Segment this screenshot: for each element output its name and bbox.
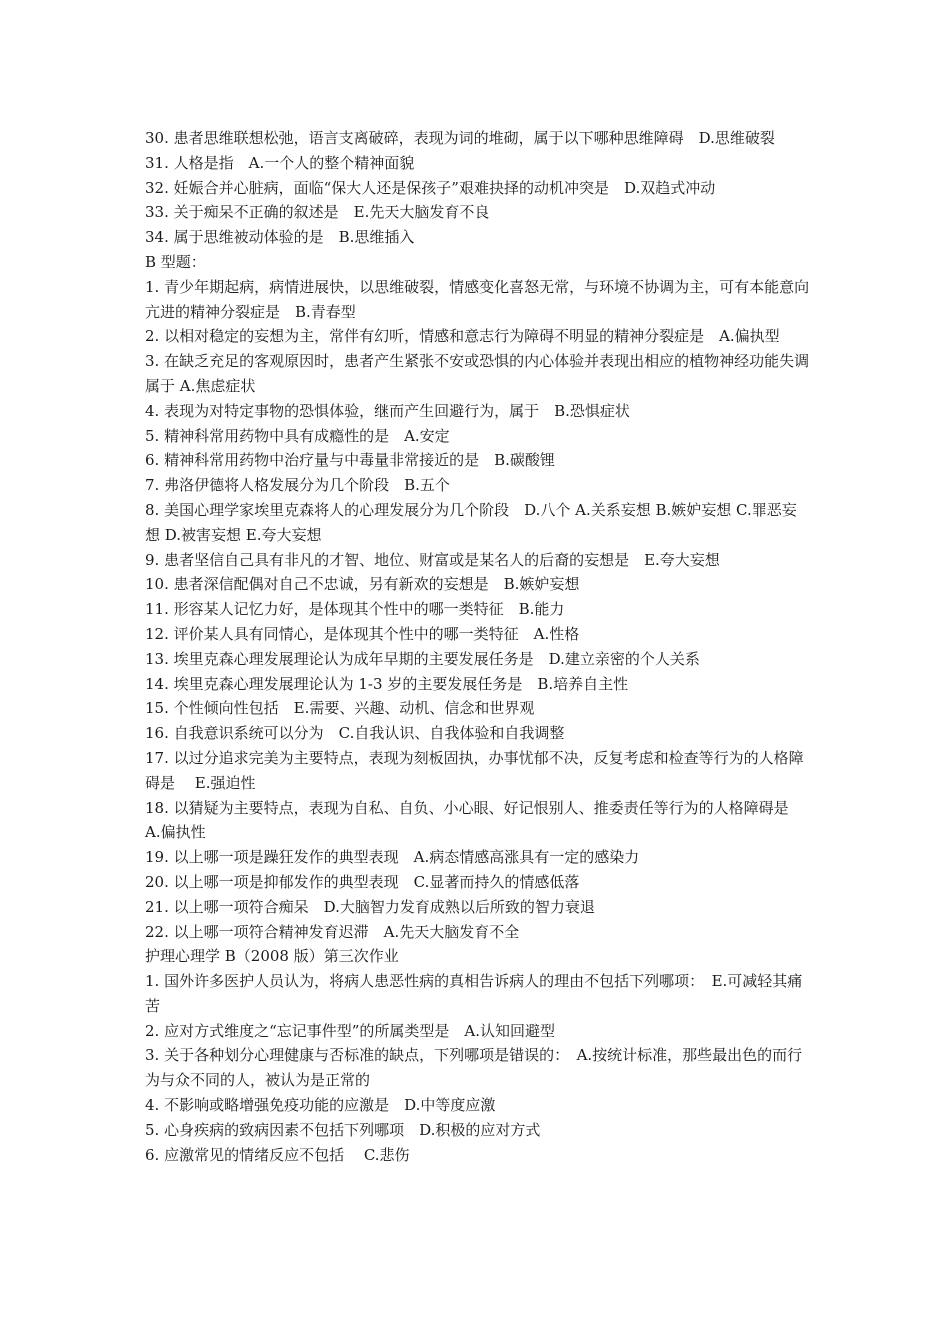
b-question-20: 20. 以上哪一项是抑郁发作的典型表现 C.显著而持久的情感低落 (145, 872, 580, 891)
b-question-1: 1. 青少年期起病，病情进展快，以思维破裂，情感变化喜怒无常，与环境不协调为主，可有本能意向亢进的精神分裂症是 B.青春型 (145, 277, 810, 321)
b-question-21: 21. 以上哪一项符合痴呆 D.大脑智力发育成熟以后所致的智力衰退 (145, 897, 595, 916)
hw3-question-3: 3. 关于各种划分心理健康与否标准的缺点，下列哪项是错误的： A.按统计标准，那些最出色的而行为与众不同的人，被认为是正常的 (145, 1046, 803, 1090)
b-question-14: 14. 埃里克森心理发展理论认为 1-3 岁的主要发展任务是 B.培养自主性 (145, 674, 629, 693)
b-question-19: 19. 以上哪一项是躁狂发作的典型表现 A.病态情感高涨具有一定的感染力 (145, 848, 640, 867)
question-32: 32. 妊娠合并心脏病，面临“保大人还是保孩子”艰难抉择的动机冲突是 D.双趋式冲动 (145, 178, 716, 197)
section-heading-b-type: B 型题： (145, 252, 206, 271)
b-question-12: 12. 评价某人具有同情心，是体现其个性中的哪一类特征 A.性格 (145, 624, 580, 643)
section-heading-third-assignment: 护理心理学 B（2008 版）第三次作业 (145, 947, 399, 966)
b-question-10: 10. 患者深信配偶对自己不忠诚，另有新欢的妄想是 B.嫉妒妄想 (145, 575, 580, 594)
question-31: 31. 人格是指 A.一个人的整个精神面貌 (145, 153, 415, 172)
hw3-question-1: 1. 国外许多医护人员认为，将病人患恶性病的真相告诉病人的理由不包括下列哪项： E.可减轻其痛苦 (145, 972, 803, 1015)
b-question-2: 2. 以相对稳定的妄想为主，常伴有幻听，情感和意志行为障碍不明显的精神分裂症是 A.偏执型 (145, 327, 780, 346)
hw3-question-6: 6. 应激常见的情绪反应不包括 C.悲伤 (145, 1145, 410, 1164)
hw3-question-5: 5. 心身疾病的致病因素不包括下列哪项 D.积极的应对方式 (145, 1120, 541, 1139)
b-question-7: 7. 弗洛伊德将人格发展分为几个阶段 B.五个 (145, 476, 450, 495)
b-question-9: 9. 患者坚信自己具有非凡的才智、地位、财富或是某名人的后裔的妄想是 E.夸大妄想 (145, 550, 720, 569)
question-33: 33. 关于痴呆不正确的叙述是 E.先天大脑发育不良 (145, 203, 490, 222)
b-question-17: 17. 以过分追求完美为主要特点，表现为刻板固执，办事忧郁不决，反复考虑和检查等行为的人格障碍是 E.强迫性 (145, 748, 804, 792)
question-30: 30. 患者思维联想松弛，语言支离破碎，表现为词的堆砌，属于以下哪种思维障碍 D.思维破裂 (145, 129, 775, 147)
b-question-6: 6. 精神科常用药物中治疗量与中毒量非常接近的是 B.碳酸锂 (145, 451, 555, 470)
b-question-16: 16. 自我意识系统可以分为 C.自我认识、自我体验和自我调整 (145, 724, 565, 743)
b-question-18: 18. 以猜疑为主要特点，表现为自私、自负、小心眼、好记恨别人、推委责任等行为的人格障碍是 A.偏执性 (145, 798, 804, 842)
b-question-4: 4. 表现为对特定事物的恐惧体验，继而产生回避行为，属于 B.恐惧症状 (145, 401, 630, 420)
b-question-8: 8. 美国心理学家埃里克森将人的心理发展分为几个阶段 D.八个 A.关系妄想 B.嫉妒妄想 C.罪恶妄想 D.被害妄想 E.夸大妄想 (145, 500, 797, 544)
hw3-question-4: 4. 不影响或略增强免疫功能的应激是 D.中等度应激 (145, 1096, 496, 1115)
b-question-11: 11. 形容某人记忆力好，是体现其个性中的哪一类特征 B.能力 (145, 600, 565, 619)
b-question-15: 15. 个性倾向性包括 E.需要、兴趣、动机、信念和世界观 (145, 699, 535, 718)
question-34: 34. 属于思维被动体验的是 B.思维插入 (145, 228, 415, 247)
b-question-22: 22. 以上哪一项符合精神发育迟滞 A.先天大脑发育不全 (145, 922, 520, 941)
b-question-5: 5. 精神科常用药物中具有成瘾性的是 A.安定 (145, 426, 450, 445)
document-body (145, 126, 810, 1167)
b-question-13: 13. 埃里克森心理发展理论认为成年早期的主要发展任务是 D.建立亲密的个人关系 (145, 649, 700, 668)
b-question-3: 3. 在缺乏充足的客观原因时，患者产生紧张不安或恐惧的内心体验并表现出相应的植物神经功能失调属于 A.焦虑症状 (145, 352, 810, 395)
hw3-question-2: 2. 应对方式维度之“忘记事件型”的所属类型是 A.认知回避型 (145, 1021, 556, 1040)
